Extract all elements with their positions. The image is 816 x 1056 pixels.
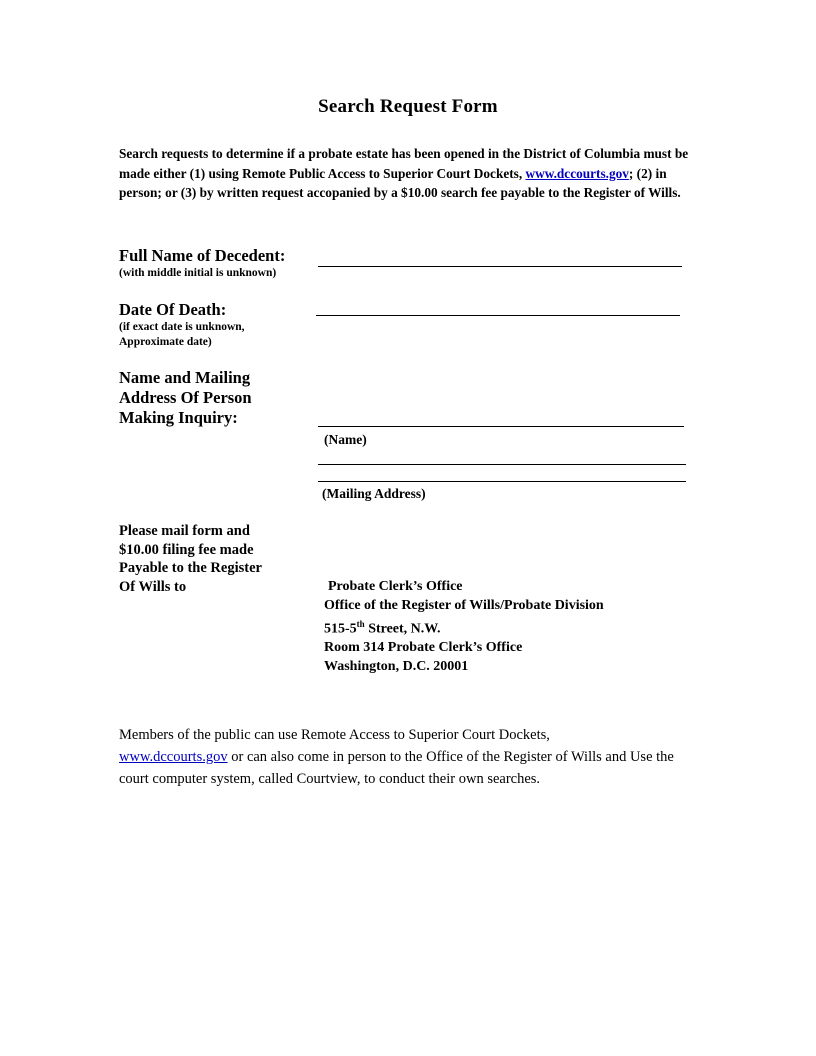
mail-instruction-line1: Please mail form and [119,523,250,539]
date-of-death-input-line[interactable] [316,315,680,316]
mail-instruction-line2: $10.00 filing fee made [119,541,254,558]
inquirer-label-line3: Making Inquiry: [119,408,238,427]
mail-instruction-block [119,522,319,596]
probate-office-address [324,578,604,676]
address-line-3-ordinal: th [356,619,365,629]
intro-text-part1: Search requests to determine if a probate estate has been opened in the District of Columbia must be made either (1) using Remote Public Access to Superior Court Dockets, [119,146,689,181]
mail-instruction-line4: Of Wills to [119,578,187,595]
address-line-3 [324,615,604,639]
decedent-input-line[interactable] [318,266,682,267]
address-line-3-pre: 515-5 [324,621,357,637]
address-line-2: Office of the Register of Wills/Probate Division [324,597,604,613]
footer-text-part2: or can also come in person to the Office of the Register of Wills and Use the court computer system, called Courtview, to conduct their own searches. [119,749,674,787]
address-line-4: Room 314 Probate Clerk’s Office [324,640,523,656]
inquirer-name-caption: (Name) [324,432,367,447]
dccourts-link-footer[interactable]: www.dccourts.gov [119,749,228,765]
footer-text-part1: Members of the public can use Remote Access to Superior Court Dockets, [119,727,550,743]
inquirer-name-input-line[interactable] [318,426,684,427]
date-of-death-label-block [119,300,245,350]
inquirer-address-caption: (Mailing Address) [322,486,426,501]
address-line-1: Probate Clerk’s Office [328,579,463,594]
intro-paragraph [119,144,699,203]
page-title: Search Request Form [318,96,498,117]
intro-text-part2: ; (2) in person; or (3) by written request accopanied by a $10.00 search fee payable to the Register of Wills. [119,165,681,200]
dccourts-link-intro[interactable]: www.dccourts.gov [525,165,629,181]
inquirer-label-line1: Name and Mailing [119,368,251,387]
footer-note [119,724,699,790]
date-of-death-sublabel-2: Approximate date) [119,336,212,348]
inquirer-label-block [119,368,309,428]
inquirer-address-input-line-1[interactable] [318,464,686,465]
inquirer-label-line2: Address Of Person [119,388,252,407]
mail-instruction-line3: Payable to the Register [119,560,262,576]
decedent-label: Full Name of Decedent: [119,246,286,265]
address-line-5: Washington, D.C. 20001 [324,658,469,674]
date-of-death-sublabel-1: (if exact date is unknown, [119,321,245,333]
inquirer-address-input-line-2[interactable] [318,481,686,482]
date-of-death-label: Date Of Death: [119,300,227,319]
decedent-label-block [119,246,285,281]
decedent-sublabel: (with middle initial is unknown) [119,267,277,279]
address-line-3-post: Street, N.W. [364,621,441,637]
